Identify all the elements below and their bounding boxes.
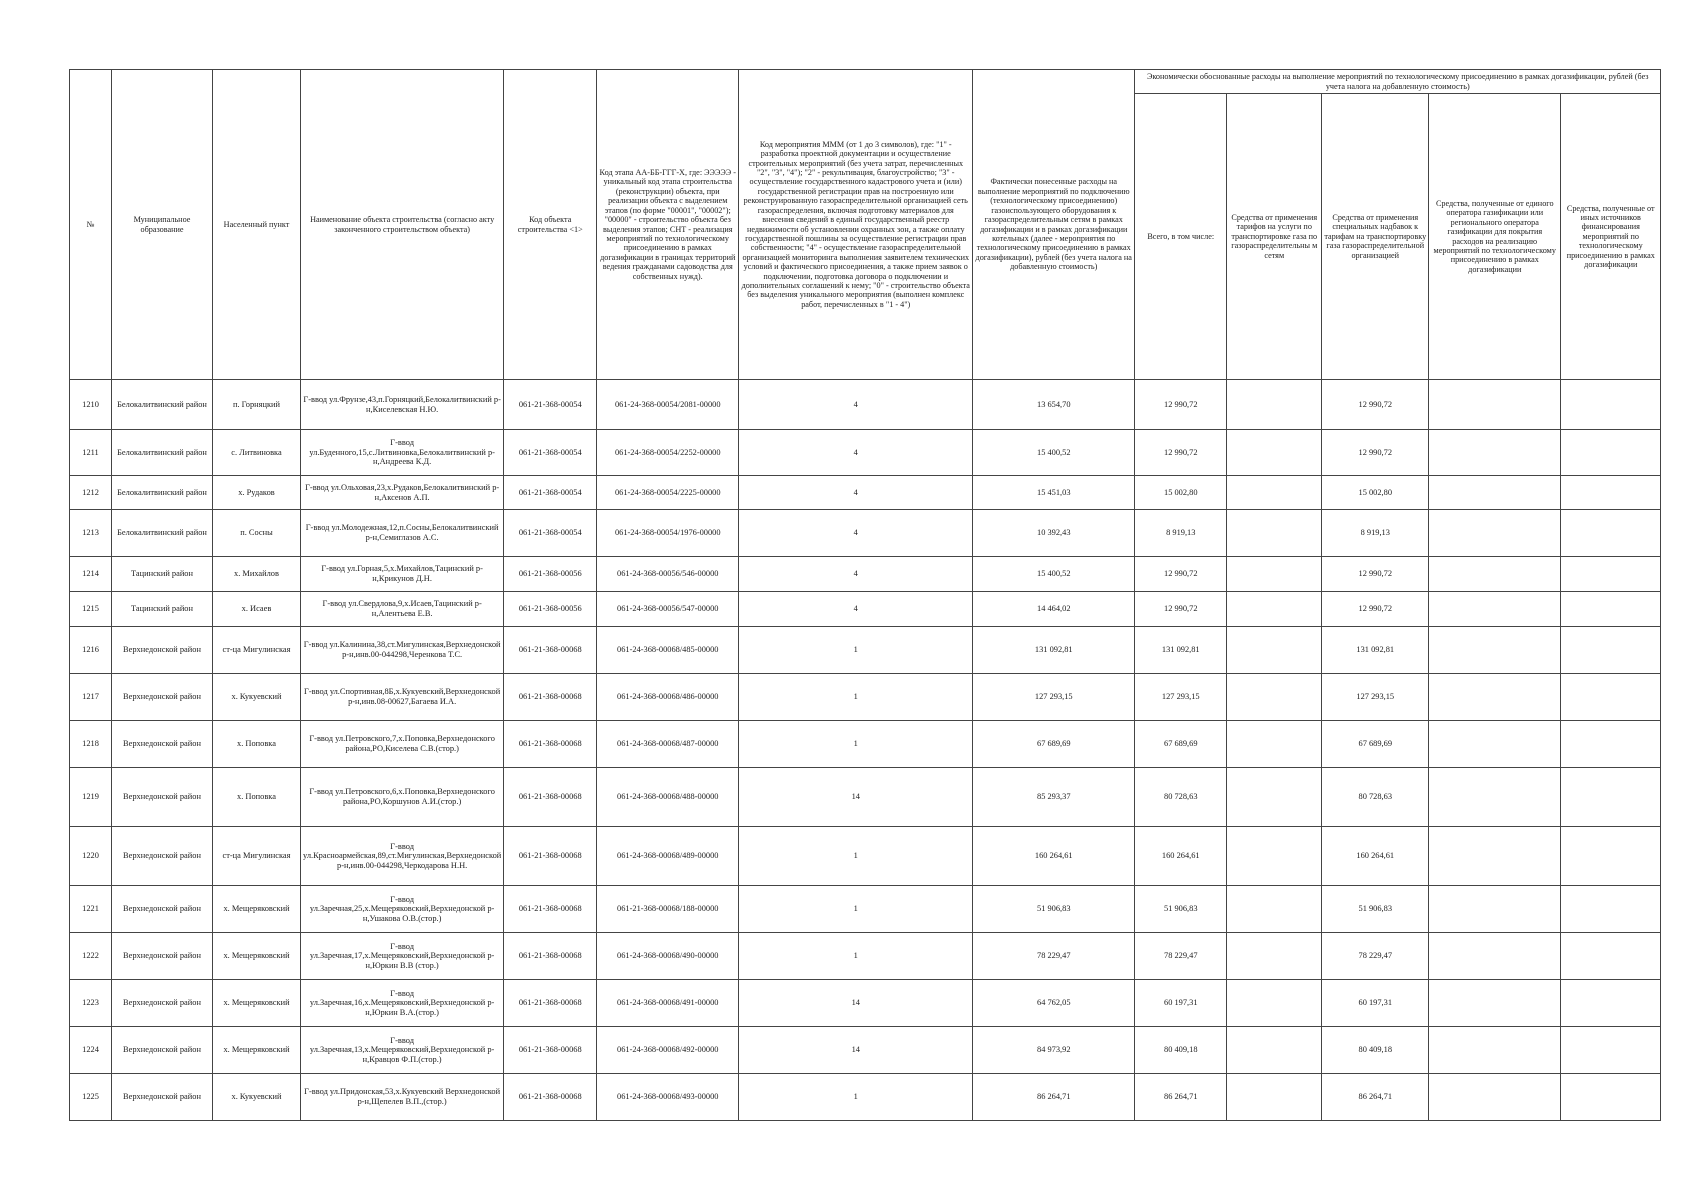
- cell-actual-costs: 10 392,43: [973, 510, 1135, 557]
- cell-settlement: п. Сосны: [213, 510, 301, 557]
- cell-actual-costs: 51 906,83: [973, 886, 1135, 933]
- cell-settlement: х. Поповка: [213, 721, 301, 768]
- cell-row-number: 1222: [70, 933, 112, 980]
- cell-actual-costs: 127 293,15: [973, 674, 1135, 721]
- cell-stage-code: 061-21-368-00068/188-00000: [597, 886, 739, 933]
- cell-stage-code: 061-24-368-00068/487-00000: [597, 721, 739, 768]
- cell-settlement: х. Мещеряковский: [213, 886, 301, 933]
- cell-municipality: Верхнедонской район: [112, 886, 213, 933]
- cell-surcharge-funds: 131 092,81: [1322, 627, 1429, 674]
- cell-object-code: 061-21-368-00068: [504, 721, 597, 768]
- cell-other-funds: [1561, 430, 1661, 476]
- cell-actual-costs: 160 264,61: [973, 827, 1135, 886]
- cell-row-number: 1216: [70, 627, 112, 674]
- cell-total-costs: 86 264,71: [1135, 1074, 1227, 1121]
- cell-stage-code: 061-24-368-00068/493-00000: [597, 1074, 739, 1121]
- cell-row-number: 1224: [70, 1027, 112, 1074]
- cell-surcharge-funds: 12 990,72: [1322, 592, 1429, 627]
- cell-object-name: Г-ввод ул.Придонская,53,х.Кукуевский Верхнедонской р-н,Щепелев В.П.,(стор.): [301, 1074, 504, 1121]
- cell-tariff-funds: [1227, 380, 1322, 430]
- cell-tariff-funds: [1227, 1074, 1322, 1121]
- cell-settlement: х. Рудаков: [213, 476, 301, 510]
- cell-object-code: 061-21-368-00068: [504, 1027, 597, 1074]
- cell-municipality: Верхнедонской район: [112, 933, 213, 980]
- cell-total-costs: 8 919,13: [1135, 510, 1227, 557]
- header-settlement: Населенный пункт: [213, 70, 301, 380]
- cell-operator-funds: [1429, 827, 1561, 886]
- table-row: [70, 430, 1661, 476]
- cell-row-number: 1223: [70, 980, 112, 1027]
- cell-row-number: 1225: [70, 1074, 112, 1121]
- table-row: [70, 768, 1661, 827]
- cell-operator-funds: [1429, 592, 1561, 627]
- cell-object-code: 061-21-368-00068: [504, 886, 597, 933]
- cell-object-name: Г-ввод ул.Горная,5,х.Михайлов,Тацинский р-н,Крикунов Д.Н.: [301, 557, 504, 592]
- cell-surcharge-funds: 60 197,31: [1322, 980, 1429, 1027]
- cell-total-costs: 12 990,72: [1135, 430, 1227, 476]
- cell-settlement: ст-ца Мигулинская: [213, 827, 301, 886]
- cell-actual-costs: 131 092,81: [973, 627, 1135, 674]
- cell-total-costs: 127 293,15: [1135, 674, 1227, 721]
- cell-municipality: Тацинский район: [112, 557, 213, 592]
- cell-object-code: 061-21-368-00068: [504, 768, 597, 827]
- table-header: [70, 70, 1661, 380]
- cell-municipality: Верхнедонской район: [112, 768, 213, 827]
- header-num: №: [70, 70, 112, 380]
- cell-other-funds: [1561, 674, 1661, 721]
- cell-total-costs: 131 092,81: [1135, 627, 1227, 674]
- cell-surcharge-funds: 78 229,47: [1322, 933, 1429, 980]
- cell-activity-code: 4: [739, 592, 973, 627]
- cell-surcharge-funds: 12 990,72: [1322, 380, 1429, 430]
- header-economic-group: Экономически обоснованные расходы на выполнение мероприятий по технологическому присоединению в рамках догазификации, рублей (без учета налога на добавленную стоимость): [1135, 70, 1661, 94]
- cell-municipality: Верхнедонской район: [112, 980, 213, 1027]
- cell-surcharge-funds: 67 689,69: [1322, 721, 1429, 768]
- cell-row-number: 1214: [70, 557, 112, 592]
- cell-stage-code: 061-24-368-00054/2252-00000: [597, 430, 739, 476]
- cell-stage-code: 061-24-368-00054/2225-00000: [597, 476, 739, 510]
- cell-tariff-funds: [1227, 476, 1322, 510]
- cell-tariff-funds: [1227, 827, 1322, 886]
- cell-settlement: п. Горняцкий: [213, 380, 301, 430]
- cell-row-number: 1220: [70, 827, 112, 886]
- cell-total-costs: 12 990,72: [1135, 557, 1227, 592]
- cell-municipality: Белокалитвинский район: [112, 476, 213, 510]
- cell-other-funds: [1561, 592, 1661, 627]
- cell-other-funds: [1561, 510, 1661, 557]
- cell-stage-code: 061-24-368-00056/547-00000: [597, 592, 739, 627]
- cell-settlement: с. Литвиновка: [213, 430, 301, 476]
- cell-object-name: Г-ввод ул.Калинина,38,ст.Мигулинская,Верхнедонской р-н,инв.00-044298,Черенкова Т.С.: [301, 627, 504, 674]
- cell-stage-code: 061-24-368-00068/486-00000: [597, 674, 739, 721]
- cell-stage-code: 061-24-368-00068/488-00000: [597, 768, 739, 827]
- cell-row-number: 1217: [70, 674, 112, 721]
- cell-object-name: Г-ввод ул.Заречная,25,х.Мещеряковский,Верхнедонской р-н,Ушакова О.В.(стор.): [301, 886, 504, 933]
- cell-operator-funds: [1429, 933, 1561, 980]
- expenses-table: [69, 69, 1661, 1121]
- cell-operator-funds: [1429, 674, 1561, 721]
- cell-municipality: Тацинский район: [112, 592, 213, 627]
- cell-object-name: Г-ввод ул.Спортивная,8Б,х.Кукуевский,Верхнедонской р-н,инв.08-00627,Багаева И.А.: [301, 674, 504, 721]
- header-activity-code: Код мероприятия МММ (от 1 до 3 символов), где: "1" - разработка проектной документации и осуществление строительных мероприятий (без учета затрат, перечисленных "2", "3", "4"); "2" - рекультивация, благоустройство; "3" - осуществление государственного кадастрового учета и (или) государственной регистрации прав на построенную или реконструированную газораспределительной организацией сеть газораспределения, включая подготовку материалов для внесения сведений в единый государственный реестр недвижимости об установлении охранных зон, а также оплату государственной пошлины за осуществление регистрации прав собственности; "4" - осуществление газораспределительной организацией мониторинга выполнения заявителем технических условий и фактического присоединения, а также прием заявок о подключении, подготовка договора о подключении и дополнительных соглашений к нему; "0" - строительство объекта без выделения уникального мероприятия (выполнен комплекс работ, перечисленных в "1 - 4"): [739, 70, 973, 380]
- cell-stage-code: 061-24-368-00068/491-00000: [597, 980, 739, 1027]
- cell-row-number: 1210: [70, 380, 112, 430]
- cell-surcharge-funds: 12 990,72: [1322, 430, 1429, 476]
- cell-total-costs: 160 264,61: [1135, 827, 1227, 886]
- cell-row-number: 1211: [70, 430, 112, 476]
- cell-surcharge-funds: 51 906,83: [1322, 886, 1429, 933]
- cell-surcharge-funds: 12 990,72: [1322, 557, 1429, 592]
- header-total: Всего, в том числе:: [1135, 94, 1227, 380]
- cell-activity-code: 1: [739, 627, 973, 674]
- cell-activity-code: 1: [739, 933, 973, 980]
- table-row: [70, 827, 1661, 886]
- table-row: [70, 627, 1661, 674]
- cell-activity-code: 4: [739, 380, 973, 430]
- cell-other-funds: [1561, 933, 1661, 980]
- cell-surcharge-funds: 160 264,61: [1322, 827, 1429, 886]
- cell-stage-code: 061-24-368-00056/546-00000: [597, 557, 739, 592]
- cell-surcharge-funds: 86 264,71: [1322, 1074, 1429, 1121]
- cell-object-code: 061-21-368-00068: [504, 933, 597, 980]
- cell-total-costs: 67 689,69: [1135, 721, 1227, 768]
- cell-operator-funds: [1429, 430, 1561, 476]
- cell-row-number: 1219: [70, 768, 112, 827]
- cell-object-code: 061-21-368-00068: [504, 827, 597, 886]
- cell-other-funds: [1561, 380, 1661, 430]
- cell-stage-code: 061-24-368-00068/490-00000: [597, 933, 739, 980]
- cell-activity-code: 14: [739, 980, 973, 1027]
- cell-actual-costs: 15 451,03: [973, 476, 1135, 510]
- cell-actual-costs: 15 400,52: [973, 430, 1135, 476]
- cell-actual-costs: 85 293,37: [973, 768, 1135, 827]
- cell-other-funds: [1561, 1027, 1661, 1074]
- cell-other-funds: [1561, 721, 1661, 768]
- cell-surcharge-funds: 15 002,80: [1322, 476, 1429, 510]
- cell-activity-code: 1: [739, 1074, 973, 1121]
- table-row: [70, 380, 1661, 430]
- cell-operator-funds: [1429, 886, 1561, 933]
- cell-activity-code: 1: [739, 674, 973, 721]
- cell-other-funds: [1561, 827, 1661, 886]
- cell-activity-code: 14: [739, 1027, 973, 1074]
- cell-activity-code: 4: [739, 476, 973, 510]
- table-row: [70, 1074, 1661, 1121]
- cell-activity-code: 1: [739, 827, 973, 886]
- cell-object-code: 061-21-368-00068: [504, 674, 597, 721]
- cell-object-name: Г-ввод ул.Петровского,7,х.Поповка,Верхнедонского района,РО,Киселева С.В.(стор.): [301, 721, 504, 768]
- cell-total-costs: 15 002,80: [1135, 476, 1227, 510]
- cell-tariff-funds: [1227, 430, 1322, 476]
- cell-settlement: х. Кукуевский: [213, 674, 301, 721]
- cell-total-costs: 80 409,18: [1135, 1027, 1227, 1074]
- header-actual-costs: Фактически понесенные расходы на выполнение мероприятий по подключению (технологическому присоединению) газоиспользующего оборудования к газораспределительным сетям в рамках догазификации и в рамках догазификации котельных (далее - мероприятия по технологическому присоединению в рамках догазификации), рублей (без учета налога на добавленную стоимость): [973, 70, 1135, 380]
- cell-object-name: Г-ввод ул.Красноармейская,89,ст.Мигулинская,Верхнедонской р-н,инв.00-044298,Черкодарова Н.Н.: [301, 827, 504, 886]
- cell-object-name: Г-ввод ул.Буденного,15,с.Литвиновка,Белокалитвинский р-н,Андреева К.Д.: [301, 430, 504, 476]
- cell-municipality: Верхнедонской район: [112, 721, 213, 768]
- cell-activity-code: 4: [739, 430, 973, 476]
- cell-municipality: Верхнедонской район: [112, 674, 213, 721]
- cell-actual-costs: 64 762,05: [973, 980, 1135, 1027]
- cell-settlement: х. Кукуевский: [213, 1074, 301, 1121]
- table-row: [70, 476, 1661, 510]
- cell-settlement: х. Мещеряковский: [213, 933, 301, 980]
- cell-object-name: Г-ввод ул.Заречная,16,х.Мещеряковский,Верхнедонской р-н,Юркин В.А.(стор.): [301, 980, 504, 1027]
- cell-other-funds: [1561, 627, 1661, 674]
- cell-actual-costs: 67 689,69: [973, 721, 1135, 768]
- cell-operator-funds: [1429, 510, 1561, 557]
- cell-total-costs: 51 906,83: [1135, 886, 1227, 933]
- cell-object-code: 061-21-368-00068: [504, 980, 597, 1027]
- table-row: [70, 1027, 1661, 1074]
- cell-tariff-funds: [1227, 510, 1322, 557]
- cell-activity-code: 4: [739, 557, 973, 592]
- cell-operator-funds: [1429, 1027, 1561, 1074]
- cell-surcharge-funds: 8 919,13: [1322, 510, 1429, 557]
- cell-object-code: 061-21-368-00056: [504, 592, 597, 627]
- cell-row-number: 1215: [70, 592, 112, 627]
- cell-operator-funds: [1429, 768, 1561, 827]
- cell-other-funds: [1561, 886, 1661, 933]
- header-object-code: Код объекта строительства <1>: [504, 70, 597, 380]
- cell-object-name: Г-ввод ул.Заречная,17,х.Мещеряковский,Верхнедонской р-н,Юркин В.В (стор.): [301, 933, 504, 980]
- cell-tariff-funds: [1227, 1027, 1322, 1074]
- cell-tariff-funds: [1227, 592, 1322, 627]
- header-municipality: Муниципальное образование: [112, 70, 213, 380]
- cell-object-code: 061-21-368-00068: [504, 1074, 597, 1121]
- cell-object-code: 061-21-368-00056: [504, 557, 597, 592]
- cell-settlement: х. Поповка: [213, 768, 301, 827]
- table-row: [70, 674, 1661, 721]
- cell-row-number: 1218: [70, 721, 112, 768]
- cell-surcharge-funds: 127 293,15: [1322, 674, 1429, 721]
- cell-tariff-funds: [1227, 627, 1322, 674]
- cell-activity-code: 4: [739, 510, 973, 557]
- cell-stage-code: 061-24-368-00068/489-00000: [597, 827, 739, 886]
- cell-object-name: Г-ввод ул.Молодежная,12,п.Сосны,Белокалитвинский р-н,Семиглазов А.С.: [301, 510, 504, 557]
- cell-row-number: 1221: [70, 886, 112, 933]
- cell-total-costs: 12 990,72: [1135, 380, 1227, 430]
- table-row: [70, 510, 1661, 557]
- cell-object-name: Г-ввод ул.Свердлова,9,х.Исаев,Тацинский р-н,Алентьева Е.В.: [301, 592, 504, 627]
- cell-total-costs: 78 229,47: [1135, 933, 1227, 980]
- cell-municipality: Верхнедонской район: [112, 627, 213, 674]
- table-row: [70, 886, 1661, 933]
- cell-stage-code: 061-24-368-00054/2081-00000: [597, 380, 739, 430]
- cell-activity-code: 14: [739, 768, 973, 827]
- cell-row-number: 1212: [70, 476, 112, 510]
- cell-actual-costs: 15 400,52: [973, 557, 1135, 592]
- header-stage-code: Код этапа АА-ББ-ГГГ-Х, где: ЭЭЭЭЭ - уникальный код этапа строительства (реконструкции) объекта, при реализации объекта с выделением этапов (по форме "00001", "00002"); "00000" - строительство объекта без выделения этапов; СНТ - реализация мероприятий по технологическому присоединению в рамках догазификации в границах территорий ведения гражданами садоводства для собственных нужд).: [597, 70, 739, 380]
- cell-tariff-funds: [1227, 768, 1322, 827]
- cell-object-name: Г-ввод ул.Заречная,13,х.Мещеряковский,Верхнедонской р-н,Кравцов Ф.П.(стор.): [301, 1027, 504, 1074]
- header-tariff: Средства от применения тарифов на услуги по транспортировке газа по газораспределительны м сетям: [1227, 94, 1322, 380]
- header-surcharge: Средства от применения специальных надбавок к тарифам на транспортировку газа газораспределительной организацией: [1322, 94, 1429, 380]
- cell-object-code: 061-21-368-00054: [504, 510, 597, 557]
- cell-object-code: 061-21-368-00068: [504, 627, 597, 674]
- table-row: [70, 721, 1661, 768]
- cell-operator-funds: [1429, 627, 1561, 674]
- cell-surcharge-funds: 80 409,18: [1322, 1027, 1429, 1074]
- cell-actual-costs: 78 229,47: [973, 933, 1135, 980]
- cell-tariff-funds: [1227, 557, 1322, 592]
- cell-other-funds: [1561, 980, 1661, 1027]
- cell-other-funds: [1561, 476, 1661, 510]
- cell-settlement: х. Исаев: [213, 592, 301, 627]
- table-body: [70, 380, 1661, 1121]
- cell-object-code: 061-21-368-00054: [504, 380, 597, 430]
- cell-object-code: 061-21-368-00054: [504, 430, 597, 476]
- cell-municipality: Верхнедонской район: [112, 1074, 213, 1121]
- cell-settlement: х. Мещеряковский: [213, 980, 301, 1027]
- header-object-name: Наименование объекта строительства (согласно акту законченного строительством объекта): [301, 70, 504, 380]
- table-row: [70, 933, 1661, 980]
- cell-actual-costs: 13 654,70: [973, 380, 1135, 430]
- cell-total-costs: 60 197,31: [1135, 980, 1227, 1027]
- cell-tariff-funds: [1227, 980, 1322, 1027]
- cell-object-code: 061-21-368-00054: [504, 476, 597, 510]
- cell-surcharge-funds: 80 728,63: [1322, 768, 1429, 827]
- cell-actual-costs: 86 264,71: [973, 1074, 1135, 1121]
- cell-municipality: Белокалитвинский район: [112, 510, 213, 557]
- cell-operator-funds: [1429, 980, 1561, 1027]
- cell-object-name: Г-ввод ул.Фрунзе,43,п.Горняцкий,Белокалитвинский р-н,Киселевская Н.Ю.: [301, 380, 504, 430]
- cell-settlement: х. Мещеряковский: [213, 1027, 301, 1074]
- cell-operator-funds: [1429, 1074, 1561, 1121]
- header-other: Средства, полученные от иных источников финансирования мероприятий по технологическому присоединению в рамках догазификации: [1561, 94, 1661, 380]
- cell-operator-funds: [1429, 380, 1561, 430]
- cell-other-funds: [1561, 557, 1661, 592]
- cell-settlement: х. Михайлов: [213, 557, 301, 592]
- cell-tariff-funds: [1227, 674, 1322, 721]
- cell-actual-costs: 84 973,92: [973, 1027, 1135, 1074]
- cell-municipality: Белокалитвинский район: [112, 380, 213, 430]
- cell-actual-costs: 14 464,02: [973, 592, 1135, 627]
- cell-other-funds: [1561, 1074, 1661, 1121]
- cell-tariff-funds: [1227, 721, 1322, 768]
- cell-settlement: ст-ца Мигулинская: [213, 627, 301, 674]
- table-row: [70, 980, 1661, 1027]
- cell-municipality: Верхнедонской район: [112, 1027, 213, 1074]
- cell-total-costs: 12 990,72: [1135, 592, 1227, 627]
- table-row: [70, 557, 1661, 592]
- cell-operator-funds: [1429, 476, 1561, 510]
- cell-total-costs: 80 728,63: [1135, 768, 1227, 827]
- cell-stage-code: 061-24-368-00068/485-00000: [597, 627, 739, 674]
- cell-object-name: Г-ввод ул.Ольховая,23,х.Рудаков,Белокалитвинский р-н,Аксенов А.П.: [301, 476, 504, 510]
- header-operator: Средства, полученные от единого оператора газификации или регионального оператора газификации для покрытия расходов на реализацию мероприятий по технологическому присоединению в рамках догазификации: [1429, 94, 1561, 380]
- cell-other-funds: [1561, 768, 1661, 827]
- cell-municipality: Белокалитвинский район: [112, 430, 213, 476]
- cell-tariff-funds: [1227, 933, 1322, 980]
- cell-operator-funds: [1429, 721, 1561, 768]
- cell-activity-code: 1: [739, 721, 973, 768]
- cell-operator-funds: [1429, 557, 1561, 592]
- table-row: [70, 592, 1661, 627]
- cell-tariff-funds: [1227, 886, 1322, 933]
- cell-object-name: Г-ввод ул.Петровского,6,х.Поповка,Верхнедонского района,РО,Коршунов А.И.(стор.): [301, 768, 504, 827]
- cell-stage-code: 061-24-368-00054/1976-00000: [597, 510, 739, 557]
- cell-row-number: 1213: [70, 510, 112, 557]
- cell-municipality: Верхнедонской район: [112, 827, 213, 886]
- cell-stage-code: 061-24-368-00068/492-00000: [597, 1027, 739, 1074]
- cell-activity-code: 1: [739, 886, 973, 933]
